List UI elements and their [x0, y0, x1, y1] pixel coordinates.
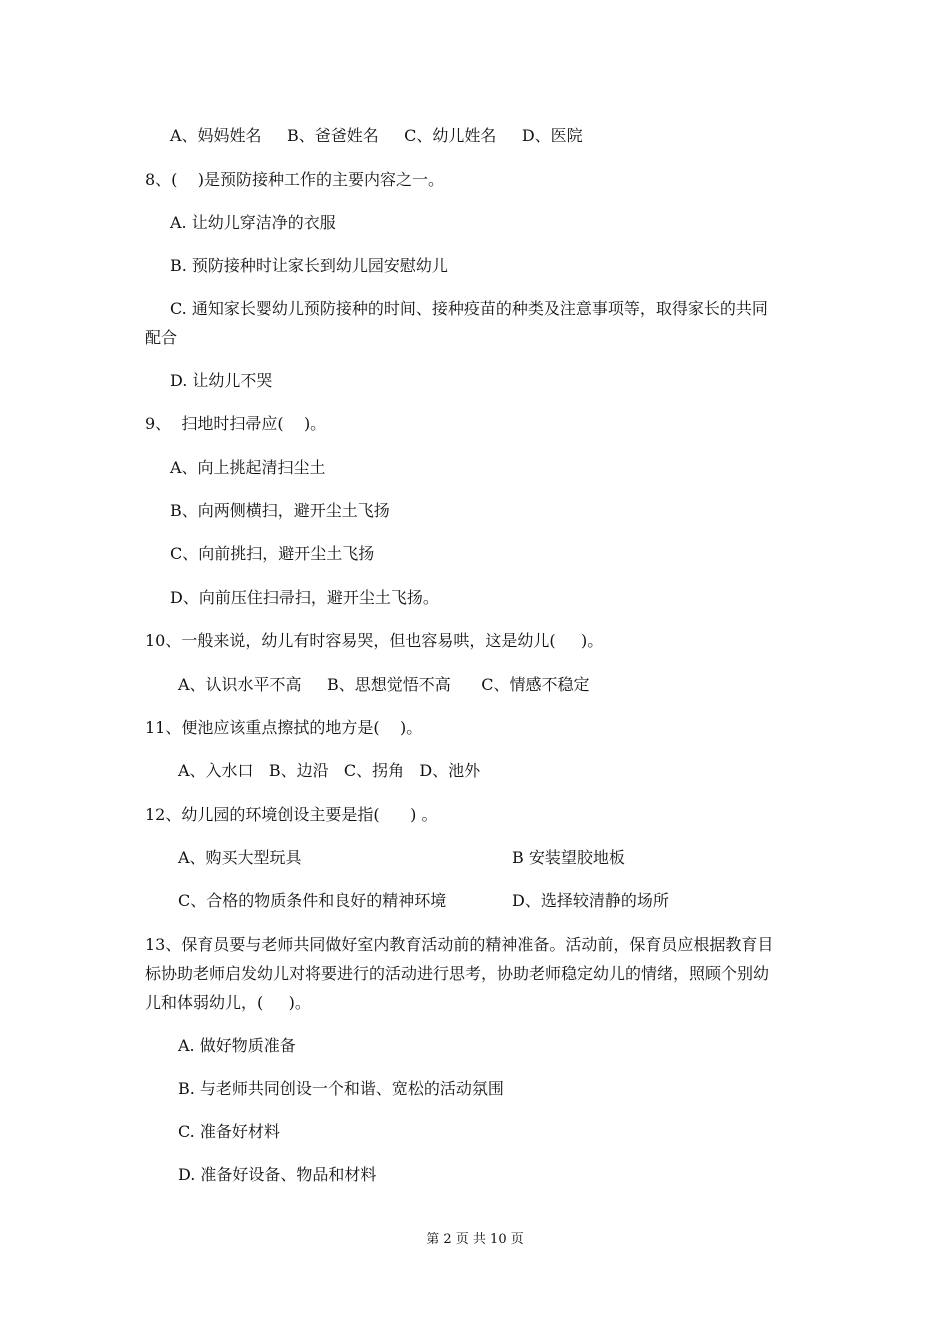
q13-stem-line3: 儿和体弱幼儿，( )。 [145, 993, 311, 1012]
q12-option-d: D、选择较清静的场所 [512, 891, 669, 910]
q9-option-c: C、向前挑扫，避开尘土飞扬 [170, 544, 375, 563]
q10-stem: 10、一般来说，幼儿有时容易哭，但也容易哄，这是幼儿( )。 [145, 631, 604, 650]
q8-option-c-line2: 配合 [145, 328, 178, 347]
q7-options: A、妈妈姓名 B、爸爸姓名 C、幼儿姓名 D、医院 [170, 126, 583, 145]
q9-option-b: B、向两侧横扫，避开尘土飞扬 [170, 501, 390, 520]
q13-option-b: B. 与老师共同创设一个和谐、宽松的活动氛围 [178, 1079, 504, 1098]
q11-options: A、入水口 B、边沿 C、拐角 D、池外 [178, 761, 481, 780]
q9-stem: 9、 扫地时扫帚应( )。 [145, 414, 327, 433]
q13-option-c: C. 准备好材料 [178, 1122, 280, 1141]
q8-option-b: B. 预防接种时让家长到幼儿园安慰幼儿 [170, 256, 448, 275]
q13-option-a: A. 做好物质准备 [178, 1036, 296, 1055]
q12-option-a: A、购买大型玩具 [178, 848, 302, 867]
q13-stem-line2: 标协助老师启发幼儿对将要进行的活动进行思考，协助老师稳定幼儿的情绪，照顾个别幼 [145, 964, 770, 983]
q12-stem: 12、幼儿园的环境创设主要是指( ) 。 [145, 805, 438, 824]
q8-stem: 8、( )是预防接种工作的主要内容之一。 [145, 170, 445, 189]
q9-option-d: D、向前压住扫帚扫，避开尘土飞扬。 [170, 588, 439, 607]
q11-stem: 11、便池应该重点擦拭的地方是( )。 [145, 718, 423, 737]
q13-option-d: D. 准备好设备、物品和材料 [178, 1165, 377, 1184]
q12-option-c: C、合格的物质条件和良好的精神环境 [178, 891, 447, 910]
q8-option-c-line1: C. 通知家长婴幼儿预防接种的时间、接种疫苗的种类及注意事项等，取得家长的共同 [170, 299, 768, 318]
q13-stem-line1: 13、保育员要与老师共同做好室内教育活动前的精神准备。活动前，保育员应根据教育目 [145, 935, 774, 954]
q8-option-a: A. 让幼儿穿洁净的衣服 [170, 213, 336, 232]
page-footer: 第 2 页 共 10 页 [426, 1232, 524, 1247]
q12-option-b: B 安装望胶地板 [512, 848, 625, 867]
q8-option-d: D. 让幼儿不哭 [170, 371, 273, 390]
q9-option-a: A、向上挑起清扫尘土 [170, 458, 326, 477]
q10-options: A、认识水平不高 B、思想觉悟不高 C、情感不稳定 [178, 675, 590, 694]
